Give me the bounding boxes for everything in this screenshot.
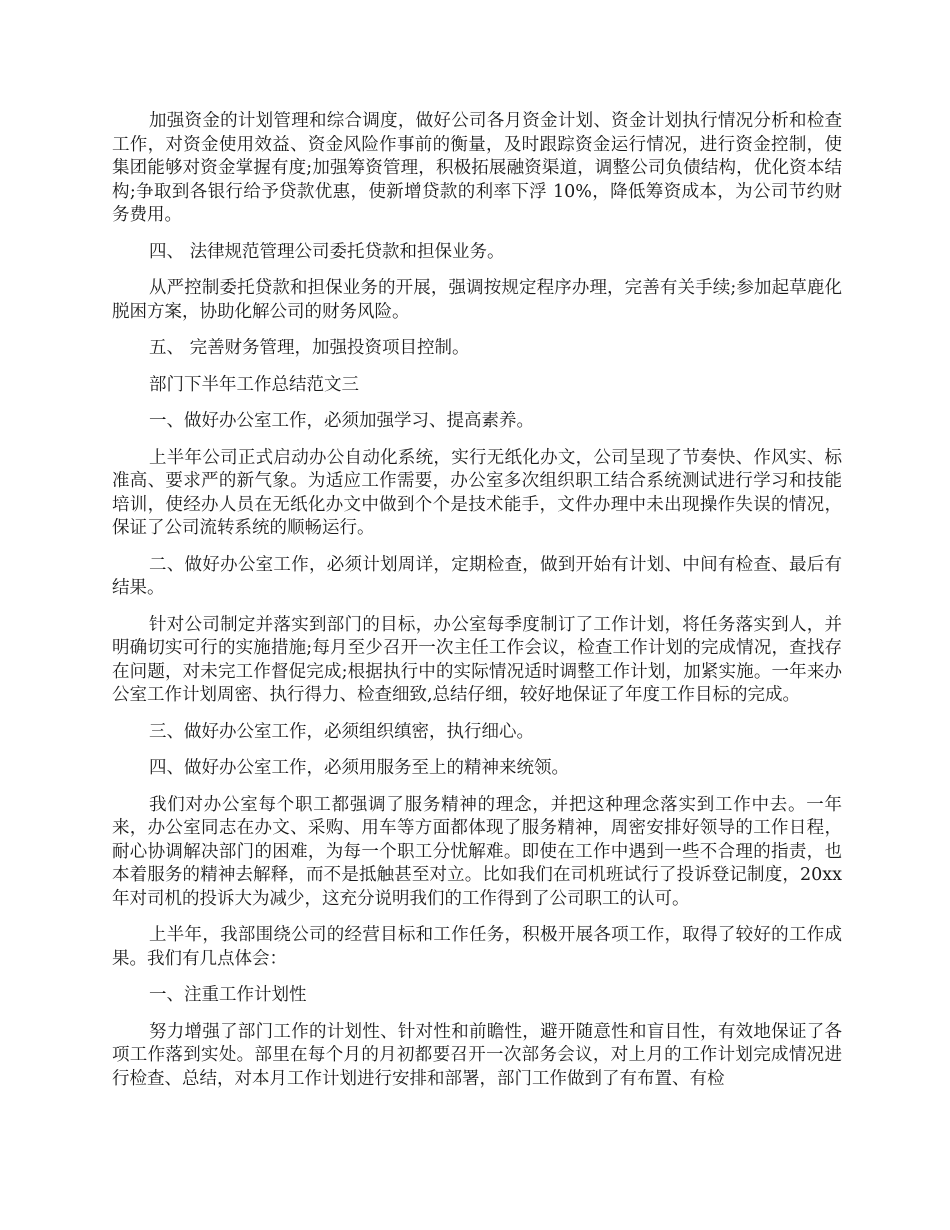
paragraph-entrusted-loans: 从严控制委托贷款和担保业务的开展，强调按规定程序办理，完善有关手续;参加起草鹿化脱困方案，协助化解公司的财务风险。	[112, 278, 842, 322]
paragraph-fund-management: 加强资金的计划管理和综合调度，做好公司各月资金计划、资金计划执行情况分析和检查工作，对资金使用效益、资金风险作事前的衡量，及时跟踪资金运行情况，进行资金控制，使集团能够对资金掌握有度;加强筹资管理，积极拓展融资渠道，调整公司负债结构，优化资本结构;争取到各银行给予贷款优惠，使新增贷款的利率下浮 10%，降低筹资成本，为公司节约财务费用。	[112, 111, 842, 225]
paragraph-department-planning: 努力增强了部门工作的计划性、针对性和前瞻性，避开随意性和盲目性，有效地保证了各项工作落到实处。部里在每个月的月初都要召开一次部务会议，对上月的工作计划完成情况进行检查、总结，对本月工作计划进行安排和部署，部门工作做到了有布置、有检	[112, 1021, 842, 1089]
paragraph-quarterly-plan: 针对公司制定并落实到部门的目标，办公室每季度制订了工作计划，将任务落实到人，并明确切实可行的实施措施;每月至少召开一次主任工作会议，检查工作计划的完成情况，查找存在问题，对未完工作督促完成;根据执行中的实际情况适时调整工作计划，加紧实施。一年来办公室工作计划周密、执行得力、检查细致,总结仔细，较好地保证了年度工作目标的完成。	[112, 614, 842, 705]
document-body	[112, 110, 842, 1104]
document-subtitle: 部门下半年工作总结范文三	[149, 374, 359, 395]
heading-office-organization: 三、做好办公室工作，必须组织缜密，执行细心。	[149, 721, 534, 742]
heading-office-study: 一、做好办公室工作，必须加强学习、提高素养。	[149, 411, 534, 431]
paragraph-first-half-summary: 上半年，我部围绕公司的经营目标和工作任务，积极开展各项工作，取得了较好的工作成果。我们有几点体会：	[112, 925, 842, 969]
heading-section-five-finance: 五、 完善财务管理，加强投资项目控制。	[149, 338, 470, 358]
heading-office-planning: 二、做好办公室工作，必须计划周详，定期检查，做到开始有计划、中间有检查、最后有结果。	[112, 554, 842, 598]
paragraph-office-automation: 上半年公司正式启动办公自动化系统，实行无纸化办文，公司呈现了节奏快、作风实、标准高、要求严的新气象。为适应工作需要，办公室多次组织职工结合系统测试进行学习和技能培训，使经办人员在无纸化办文中做到个个是技术能手，文件办理中未出现操作失误的情况，保证了公司流转系统的顺畅运行。	[112, 447, 842, 538]
paragraph-service-spirit: 我们对办公室每个职工都强调了服务精神的理念，并把这种理念落实到工作中去。一年来，办公室同志在办文、采购、用车等方面都体现了服务精神，周密安排好领导的工作日程，耐心协调解决部门的困难，为每一个职工分忧解难。即使在工作中遇到一些不合理的指责，也本着服务的精神去解释，而不是抵触甚至对立。比如我们在司机班试行了投诉登记制度，20xx 年对司机的投诉大为减少，这充分说明我们的工作得到了公司职工的认可。	[112, 794, 842, 909]
heading-office-service: 四、做好办公室工作，必须用服务至上的精神来统领。	[149, 758, 569, 778]
heading-section-four-legal: 四、 法律规范管理公司委托贷款和担保业务。	[149, 241, 505, 262]
heading-work-planning: 一、注重工作计划性	[149, 985, 307, 1005]
